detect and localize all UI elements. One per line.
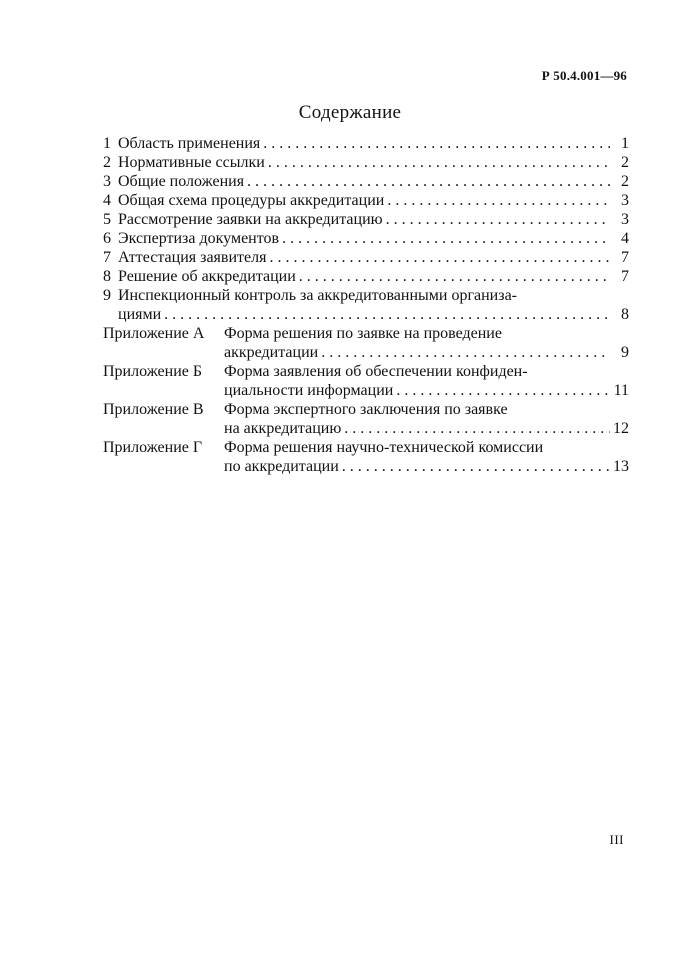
toc-entry-title-continued: аккредитации	[224, 344, 319, 361]
toc-entry-title: Рассмотрение заявки на аккредитацию	[118, 211, 383, 228]
toc-entry-title: Общая схема процедуры аккредитации	[118, 192, 385, 209]
toc-entry-number: 8	[103, 268, 111, 285]
dot-leader	[269, 248, 610, 267]
toc-entry-2[interactable]	[103, 153, 629, 172]
toc-entry-number: 1	[103, 135, 111, 152]
toc-entry-appendix-g[interactable]	[103, 438, 629, 476]
toc-entry-number: 6	[103, 230, 111, 247]
toc-entry-page: 4	[621, 230, 629, 247]
toc-entry-appendix-label: Приложение Б	[103, 363, 203, 380]
dot-leader	[164, 305, 610, 324]
toc-entry-5[interactable]	[103, 210, 629, 229]
dot-leader	[387, 191, 610, 210]
dot-leader	[386, 210, 610, 229]
toc-entry-page: 7	[621, 268, 629, 285]
dot-leader	[342, 457, 610, 476]
toc-entry-8[interactable]	[103, 267, 629, 286]
toc-entry-number: 4	[103, 192, 111, 209]
toc-entry-appendix-a[interactable]	[103, 324, 629, 362]
toc-entry-number: 9	[103, 287, 111, 304]
dot-leader	[299, 267, 610, 286]
toc-entry-page: 3	[621, 211, 629, 228]
toc-entry-page: 7	[621, 249, 629, 266]
toc-entry-number: 2	[103, 154, 111, 171]
toc-entry-1[interactable]	[103, 134, 629, 153]
toc-entry-title: Аттестация заявителя	[118, 249, 267, 266]
toc-entry-title: Нормативные ссылки	[118, 154, 265, 171]
toc-entry-appendix-label: Приложение А	[103, 325, 205, 342]
toc-title: Содержание	[298, 102, 402, 123]
toc-entry-appendix-label: Приложение В	[103, 401, 204, 418]
dot-leader	[396, 381, 610, 400]
toc-entry-title-continued: циями	[118, 306, 162, 323]
toc-entry-page: 13	[613, 458, 629, 475]
table-of-contents	[103, 134, 629, 476]
toc-entry-page: 8	[621, 306, 629, 323]
toc-entry-number: 5	[103, 211, 111, 228]
toc-entry-3[interactable]	[103, 172, 629, 191]
toc-entry-6[interactable]	[103, 229, 629, 248]
dot-leader	[321, 343, 610, 362]
toc-entry-title: Форма решения по заявке на проведение	[224, 325, 502, 342]
toc-entry-appendix-v[interactable]	[103, 400, 629, 438]
toc-entry-title-continued: по аккредитации	[224, 458, 339, 475]
toc-entry-page: 12	[613, 420, 629, 437]
dot-leader	[263, 134, 610, 153]
toc-entry-title-continued: циальности информации	[224, 382, 394, 399]
toc-entry-page: 1	[621, 135, 629, 152]
toc-entry-title: Форма заявления об обеспечении конфиден-	[224, 363, 528, 380]
toc-entry-title: Инспекционный контроль за аккредитованными организа-	[118, 287, 517, 304]
toc-entry-page: 2	[621, 154, 629, 171]
toc-entry-4[interactable]	[103, 191, 629, 210]
dot-leader	[282, 229, 610, 248]
toc-entry-title-continued: на аккредитацию	[224, 420, 342, 437]
toc-entry-page: 9	[621, 344, 629, 361]
toc-entry-title: Решение об аккредитации	[118, 268, 296, 285]
toc-entry-7[interactable]	[103, 248, 629, 267]
toc-entry-page: 2	[621, 173, 629, 190]
toc-entry-title: Общие положения	[118, 173, 245, 190]
document-code: Р 50.4.001—96	[541, 68, 627, 83]
toc-entry-title: Форма экспертного заключения по заявке	[224, 401, 508, 418]
toc-entry-title: Экспертиза документов	[118, 230, 280, 247]
dot-leader	[344, 419, 610, 438]
toc-entry-9[interactable]	[103, 286, 629, 324]
toc-entry-number: 3	[103, 173, 111, 190]
toc-entry-appendix-b[interactable]	[103, 362, 629, 400]
toc-entry-title: Область применения	[118, 135, 261, 152]
toc-entry-title: Форма решения научно-технической комиссии	[224, 439, 544, 456]
toc-entry-number: 7	[103, 249, 111, 266]
dot-leader	[268, 153, 610, 172]
dot-leader	[247, 172, 610, 191]
toc-entry-page: 11	[613, 382, 629, 399]
toc-entry-appendix-label: Приложение Г	[103, 439, 203, 456]
toc-entry-page: 3	[621, 192, 629, 209]
page-number: III	[609, 832, 624, 847]
